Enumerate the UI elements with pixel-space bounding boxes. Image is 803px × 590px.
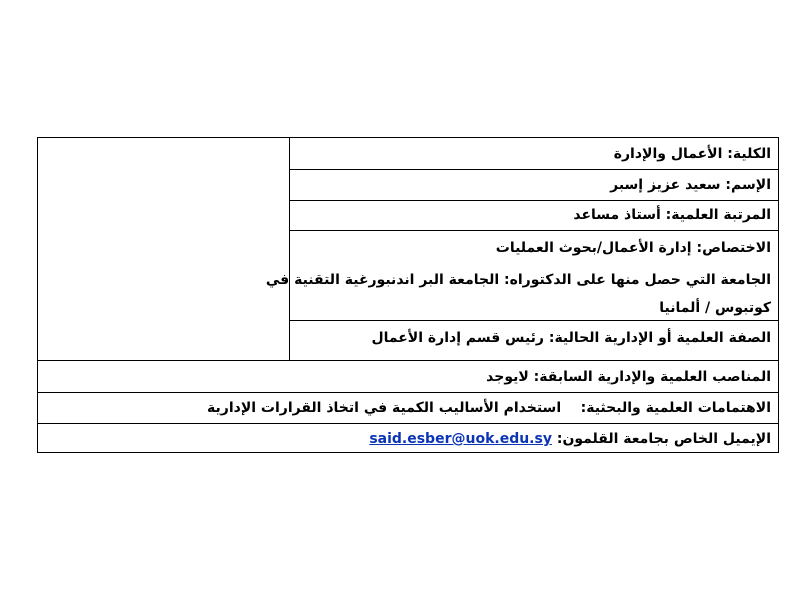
current-position-field: الصفة العلمية أو الإدارية الحالية: رئيس قسم إدارة الأعمال [371, 330, 771, 346]
row-divider [289, 200, 779, 201]
profile-table [37, 137, 779, 453]
previous-positions-field: المناصب العلمية والإدارية السابقة: لايوجد [486, 369, 771, 385]
interests-field: الاهتمامات العلمية والبحثية: استخدام الأساليب الكمية في اتخاذ القرارات الإدارية [207, 400, 771, 416]
row-divider [289, 169, 779, 170]
email-label: الإيميل الخاص بجامعة القلمون: [551, 431, 771, 447]
university-line-1: الجامعة التي حصل منها على الدكتوراه: الجامعة البر اندنبورغية التقنية في [265, 272, 771, 288]
empty-cell [38, 138, 289, 360]
row-divider [38, 360, 779, 361]
row-divider [38, 392, 779, 393]
row-divider [38, 423, 779, 424]
name-field: الإسم: سعيد عزيز إسبر [610, 177, 771, 193]
email-link[interactable]: said.esber@uok.edu.sy [369, 431, 552, 447]
university-field [265, 266, 779, 322]
rank-field: المرتبة العلمية: أستاذ مساعد [573, 207, 771, 223]
university-line-2: كوتبوس / ألمانيا [659, 300, 771, 316]
specialization-field: الاختصاص: إدارة الأعمال/بحوث العمليات [495, 240, 771, 256]
faculty-field: الكلية: الأعمال والإدارة [613, 146, 771, 162]
email-field [38, 429, 779, 449]
row-divider [289, 230, 779, 231]
